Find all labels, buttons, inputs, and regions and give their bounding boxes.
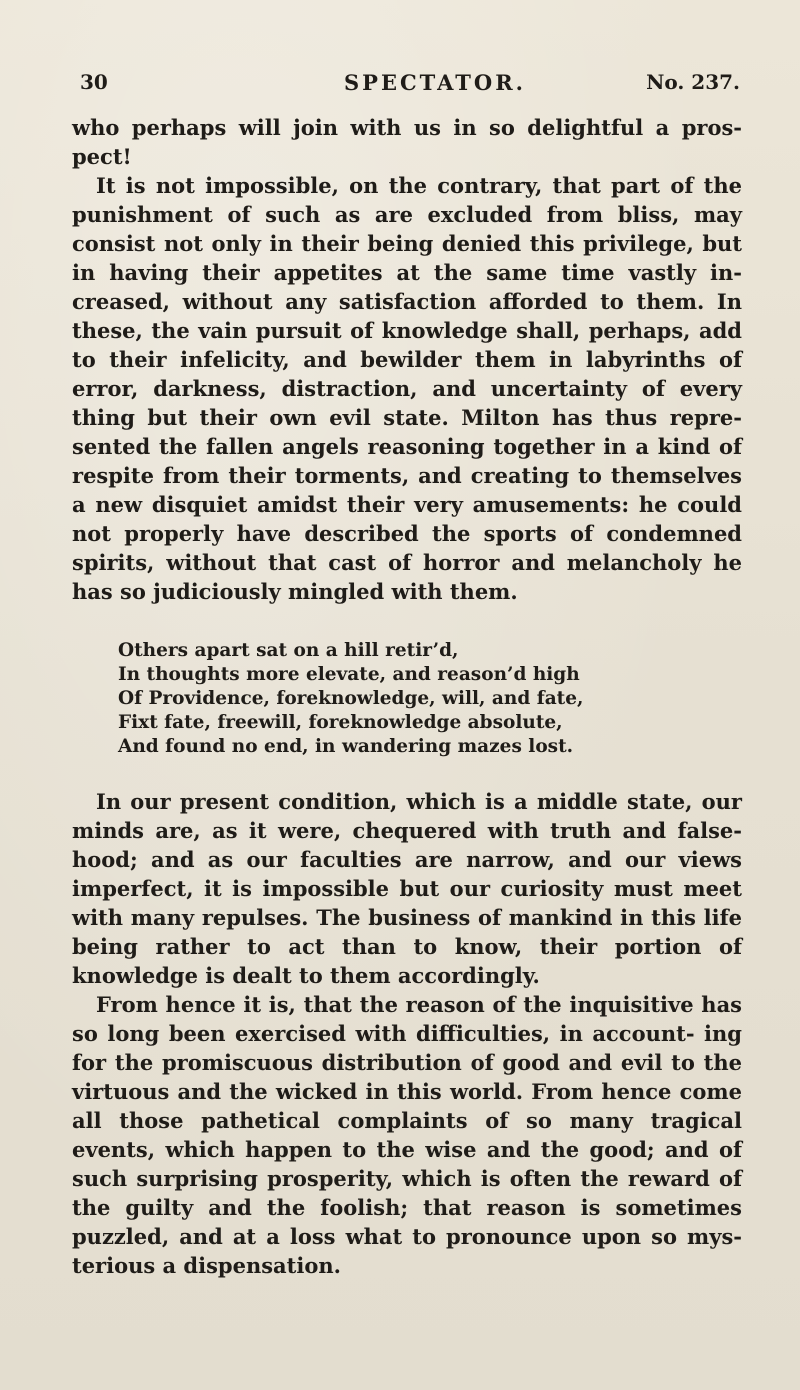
- verse-line: Others apart sat on a hill retir’d,: [118, 640, 459, 661]
- verse-line: And found no end, in wandering mazes lost.: [118, 736, 574, 757]
- paragraph: From hence it is, that the reason of the inquisitive has so long been exercised with difficulties, in account- ing for the promiscuous distribution of good and evil to the virtuous and the wicked in this world. From hence come all those pathetical complaints of so many tragical events, which happen to the wise and the good; and of such surprising prosperity, which is often the reward of the guilty and the foolish; that reason is sometimes puzzled, and at a loss what to pronounce upon so mys- terious a dispensation.: [72, 992, 742, 1278]
- paragraph: It is not impossible, on the contrary, that part of the punishment of such as are excluded from bliss, may consist not only in their being denied this privilege, but in having their appetites at the same time vastly in- creased, without any satisfaction afforded to them. In these, the vain pursuit of knowledge shall, perhaps, add to their infelicity, and bewilder them in labyrinths of error, darkness, distraction, and uncertainty of every thing but their own evil state. Milton has thus repre- sented the fallen angels reasoning together in a kind of respite from their torments, and creating to themselves a new disquiet amidst their very amusements: he could not properly have described the sports of condemned spirits, without that cast of horror and melancholy he has so judiciously mingled with them.: [72, 173, 742, 604]
- body-text: [72, 113, 742, 1280]
- paragraph: who perhaps will join with us in so delightful a pros- pect!: [72, 115, 742, 169]
- verse-line: Of Providence, foreknowledge, will, and fate,: [118, 688, 584, 709]
- verse-quotation: [118, 639, 742, 759]
- verse-line: In thoughts more elevate, and reason’d high: [118, 664, 580, 685]
- running-title: SPECTATOR.: [344, 70, 526, 95]
- issue-number: No. 237.: [646, 70, 740, 94]
- verse-line: Fixt fate, freewill, foreknowledge absolute,: [118, 712, 563, 733]
- paragraph: In our present condition, which is a middle state, our minds are, as it were, chequered with truth and false- hood; and as our faculties are narrow, and our views imperfect, it is impossible but our curiosity must meet with many repulses. The business of mankind in this life being rather to act than to know, their portion of knowledge is dealt to them accordingly.: [72, 789, 742, 988]
- page-number: 30: [80, 70, 108, 94]
- page-header: [80, 70, 740, 102]
